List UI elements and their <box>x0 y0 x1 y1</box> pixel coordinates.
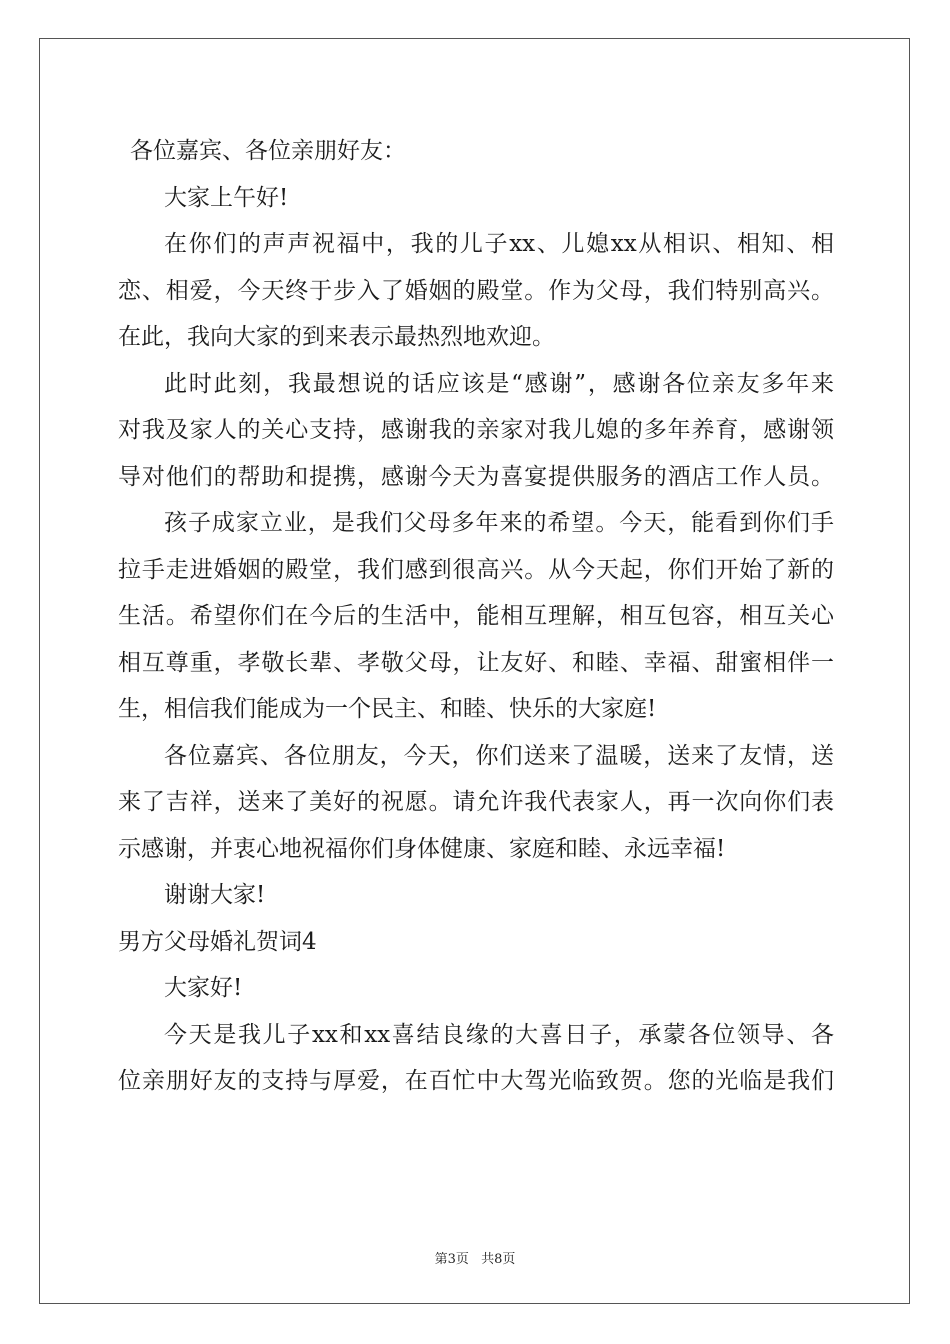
text-line: 大家上午好! <box>164 184 289 211</box>
document-body <box>118 128 834 1105</box>
text-line: 各位嘉宾、各位朋友，今天，你们送来了温暖，送来了友情，送 <box>164 742 834 769</box>
section-heading: 男方父母婚礼贺词4 <box>118 928 317 955</box>
text-line: 位亲朋好友的支持与厚爱，在百忙中大驾光临致贺。您的光临是我们 <box>118 1068 834 1094</box>
page-number: 第3页 <box>434 1252 469 1267</box>
text-line: 导对他们的帮助和提携，感谢今天为喜宴提供服务的酒店工作人员。 <box>118 463 834 490</box>
text-line: 大家好! <box>164 975 243 1001</box>
text-line: 生，相信我们能成为一个民主、和睦、快乐的大家庭! <box>118 696 657 722</box>
page-total: 共8页 <box>481 1252 516 1267</box>
text-line: 孩子成家立业，是我们父母多年来的希望。今天，能看到你们手 <box>164 510 834 536</box>
text-line: 在你们的声声祝福中，我的儿子xx、儿媳xx从相识、相知、相 <box>164 231 834 257</box>
text-line: 生活。希望你们在今后的生活中，能相互理解，相互包容，相互关心 <box>118 603 834 629</box>
text-line: 谢谢大家! <box>164 882 266 908</box>
text-line: 相互尊重，孝敬长辈、孝敬父母，让友好、和睦、幸福、甜蜜相伴一 <box>118 649 834 676</box>
text-line: 来了吉祥，送来了美好的祝愿。请允许我代表家人，再一次向你们表 <box>118 789 834 815</box>
text-line: 恋、相爱，今天终于步入了婚姻的殿堂。作为父母，我们特别高兴。 <box>118 277 834 304</box>
text-line: 各位嘉宾、各位亲朋好友： <box>130 138 406 164</box>
text-line: 此时此刻，我最想说的话应该是“感谢”，感谢各位亲友多年来 <box>164 370 834 397</box>
text-line: 对我及家人的关心支持，感谢我的亲家对我儿媳的多年养育，感谢领 <box>118 417 834 443</box>
text-line: 示感谢，并衷心地祝福你们身体健康、家庭和睦、永远幸福! <box>118 835 726 862</box>
text-line: 在此，我向大家的到来表示最热烈地欢迎。 <box>118 324 555 350</box>
text-line: 拉手走进婚姻的殿堂，我们感到很高兴。从今天起，你们开始了新的 <box>118 556 834 583</box>
text-line: 今天是我儿子xx和xx喜结良缘的大喜日子，承蒙各位领导、各 <box>164 1021 834 1048</box>
page-footer <box>0 1248 950 1267</box>
